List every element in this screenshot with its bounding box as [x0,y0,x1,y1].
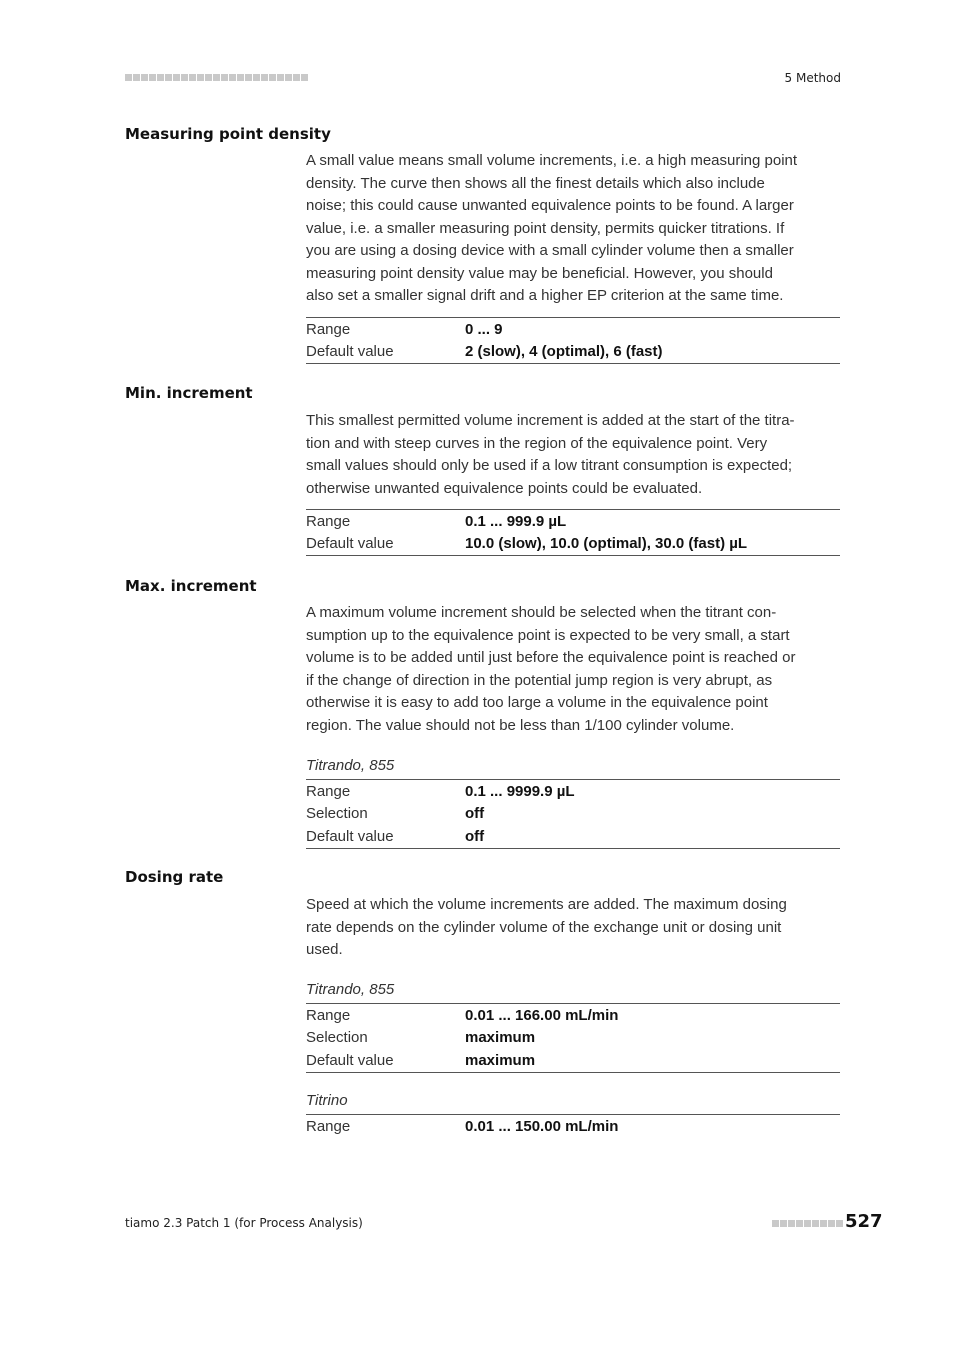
row-label: Range [306,1006,351,1024]
row-label: Selection [306,805,368,823]
row-label: Range [306,512,351,530]
row-value: 2 (slow), 4 (optimal), 6 (fast) [465,343,663,361]
table-row [306,318,840,341]
section-title-measuring-point-density: Measuring point density [125,125,331,143]
table-row [306,780,840,803]
section-title-min-increment: Min. increment [125,384,253,402]
section-description [306,894,840,962]
row-value: 0.01 ... 150.00 mL/min [465,1117,619,1135]
row-value: maximum [465,1051,536,1069]
section-title-dosing-rate: Dosing rate [125,868,224,886]
text-line: value, i.e. a smaller measuring point density, permits quicker titrations. If [306,219,785,237]
row-value: maximum [465,1029,536,1047]
text-line: used. [306,941,343,958]
row-value: 0.1 ... 999.9 µL [465,512,567,530]
table-row [306,341,840,364]
table-caption: Titrando, 855 [306,757,395,774]
row-label: Range [306,1117,351,1135]
text-line: noise; this could cause unwanted equivalence points to be found. A larger [306,197,794,214]
row-value: 0 ... 9 [465,320,503,338]
table-caption: Titrino [306,1092,348,1109]
header-decoration [125,74,308,81]
text-line: if the change of direction in the potential jump region is very abrupt, as [306,671,773,689]
parameter-table [306,509,840,556]
text-line: This smallest permitted volume increment is added at the start of the titra- [306,412,795,429]
row-label: Selection [306,1029,368,1047]
row-label: Default value [306,1051,394,1069]
section-description [306,150,840,308]
row-value: off [465,805,485,823]
row-label: Default value [306,827,394,845]
row-label: Range [306,320,351,338]
row-value: 0.1 ... 9999.9 µL [465,782,575,800]
parameter-table [306,779,840,849]
chapter-title: 5 Method [784,71,841,85]
text-line: rate depends on the cylinder volume of the exchange unit or dosing unit [306,918,782,936]
table-row [306,825,840,848]
parameter-table [306,1114,840,1138]
text-line: A maximum volume increment should be selected when the titrant con- [306,604,777,621]
table-row [306,1027,840,1050]
row-value: 0.01 ... 166.00 mL/min [465,1006,619,1024]
text-line: tion and with steep curves in the region of the equivalence point. Very [306,434,768,452]
text-line: otherwise it is easy to add too large a volume in the equivalence point [306,694,768,711]
text-line: measuring point density value may be beneficial. However, you should [306,264,773,282]
row-value: off [465,827,485,845]
table-row [306,533,840,556]
text-line: small values should only be used if a low titrant consumption is expected; [306,457,793,474]
row-label: Default value [306,343,394,361]
text-line: volume is to be added until just before the equivalence point is reached or [306,649,796,666]
section-title-max-increment: Max. increment [125,577,257,595]
text-line: sumption up to the equivalence point is expected to be very small, a start [306,626,790,644]
text-line: otherwise unwanted equivalence points could be evaluated. [306,479,703,497]
row-value: 10.0 (slow), 10.0 (optimal), 30.0 (fast) µL [465,535,748,553]
parameter-table [306,317,840,364]
text-line: region. The value should not be less than 1/100 cylinder volume. [306,716,735,734]
text-line: density. The curve then shows all the finest details which also include [306,174,765,192]
table-row [306,1049,840,1072]
page-number: 527 [845,1211,883,1232]
footer-product: tiamo 2.3 Patch 1 (for Process Analysis) [125,1216,363,1230]
table-row [306,510,840,533]
footer-decoration [772,1220,843,1227]
section-description [306,410,840,500]
row-label: Default value [306,535,394,553]
section-description [306,602,840,737]
table-row [306,803,840,826]
table-row [306,1004,840,1027]
text-line: Speed at which the volume increments are added. The maximum dosing [306,896,787,913]
row-label: Range [306,782,351,800]
parameter-table [306,1003,840,1073]
text-line: A small value means small volume increments, i.e. a high measuring point [306,152,798,169]
text-line: also set a smaller signal drift and a higher EP criterion at the same time. [306,287,784,304]
text-line: you are using a dosing device with a small cylinder volume then a smaller [306,242,794,259]
table-caption: Titrando, 855 [306,981,395,998]
table-row [306,1115,840,1138]
